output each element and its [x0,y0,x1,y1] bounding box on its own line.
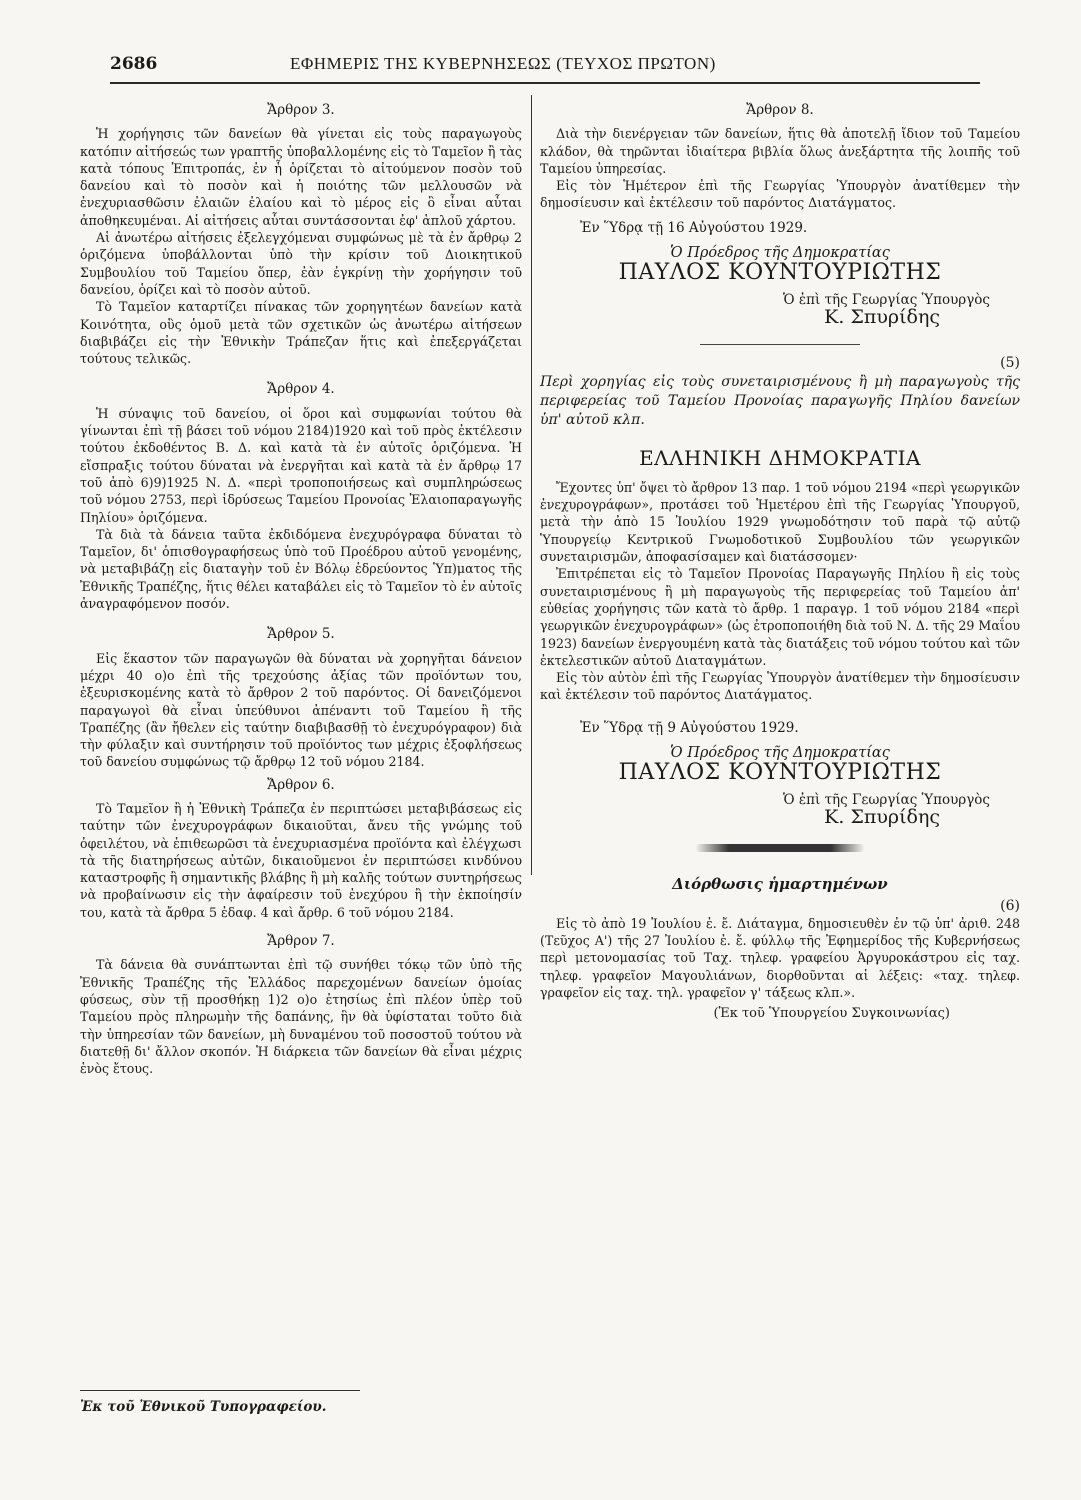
minister-title: Ὁ ἐπὶ τῆς Γεωργίας Ὑπουργὸς [782,791,990,808]
minister-title: Ὁ ἐπὶ τῆς Γεωργίας Ὑπουργὸς [782,291,990,308]
decree-subject: Περὶ χορηγίας εἰς τοὺς συνεταιρισμένους ἢ μὴ παραγωγοὺς τῆς περιφερείας τοῦ Ταμείου Προνοίας παραγωγῆς Πηλίου δανείων ὑπ' αὐτοῦ κλπ. [540,373,1020,428]
corrections-paragraph: Εἰς τὸ ἀπὸ 19 Ἰουλίου ἐ. ἔ. Διάταγμα, δημοσιευθὲν ἐν τῷ ὑπ' ἀριθ. 248 (Τεῦχος Α') τῆς 27 Ἰουλίου ἐ. ἔ. φύλλῳ τῆς Ἐφημερίδος τῆς Κυβερνήσεως περὶ μετονομασίας τοῦ Ταχ. τηλεφ. γραφείου Ἀργυροκάστρου εἰς ταχ. τηλεφ. γραφεῖον Μαγουλιάνων, διορθοῦνται αἱ λέξεις: «ταχ. τηλεφ. γραφεῖον εἰς ταχ. τηλ. γραφεῖον γ' τάξεως κλπ.». [540,915,1020,1000]
article-6-title: Ἄρθρον 6. [267,776,335,793]
article-3-title: Ἄρθρον 3. [267,102,335,118]
article-4-title: Ἄρθρον 4. [267,381,335,398]
article-8-title: Ἄρθρον 8. [746,102,814,118]
signature-place-date: Ἐν Ὕδρᾳ τῇ 16 Αὐγούστου 1929. [580,219,808,236]
corrections-source: (Ἐκ τοῦ Ὑπουργείου Συγκοινωνίας) [713,1006,950,1022]
page-number: 2686 [110,54,158,74]
corrections-title: Διόρθωσις ἡμαρτημένων [672,875,888,894]
decree-number: (5) [1000,355,1020,372]
ornament-divider [695,844,865,852]
article-7-title: Ἄρθρον 7. [267,933,335,950]
article-5-title: Ἄρθρον 5. [267,626,335,643]
article-8-paragraph: Εἰς τὸν Ἡμέτερον ἐπὶ τῆς Γεωργίας Ὑπουργὸν ἀνατίθεμεν τὴν δημοσίευσιν καὶ ἐκτέλεσιν τοῦ παρόντος Διατάγματος. [540,178,1020,211]
signature-place-date: Ἐν Ὕδρᾳ τῇ 9 Αὐγούστου 1929. [580,719,799,736]
president-name: ΠΑΥΛΟΣ ΚΟΥΝΤΟΥΡΙΩΤΗΣ [618,760,942,786]
minister-name: Κ. Σπυρίδης [824,305,940,328]
article-7-paragraph: Τὰ δάνεια θὰ συνάπτωνται ἐπὶ τῷ συνήθει τόκῳ τῶν ὑπὸ τῆς Ἐθνικῆς Τραπέζης τῆς Ἑλλάδος παρεχομένων δανείων ὁμοίας φύσεως, σὺν τῇ προσθήκῃ 1)2 ο)ο ἐτησίως ἐπὶ πλέον ὑπὲρ τοῦ Ταμείου πρὸς πληρωμὴν τῆς δαπάνης, ἣν θὰ ὑφίσταται τοῦτο διὰ τὴν ὑπηρεσίαν τῶν δανείων, μὴ δυναμένου τοῦ ποσοστοῦ τούτου νὰ διατεθῇ δι' ἄλλον σκοπόν. Ἡ διάρκεια τῶν δανείων θὰ εἶναι μέχρις ἑνὸς ἔτους. [80,957,522,1077]
article-4-paragraph: Ἡ σύναψις τοῦ δανείου, οἱ ὅροι καὶ συμφωνίαι τούτου θὰ γίνωνται ἐπὶ τῇ βάσει τοῦ νόμου 2184)1920 καὶ τοῦ πρὸς ἐκτέλεσιν τούτου ἐκδοθέντος Β. Δ. καὶ κατὰ τὰ ἐν αὐτοῖς ὁριζόμενα. Ἡ εἴσπραξις τούτου δύναται νὰ ἐνεργῆται καὶ κατὰ τὰ ἐν ἄρθρῳ 17 τοῦ ἀπὸ 6)9)1925 Ν. Δ. «περὶ τροποποιήσεως καὶ συμπληρώσεως τοῦ νόμου 2753, περὶ ἱδρύσεως Ταμείου Προνοίας Ἐλαιοπαραγωγῆς Πηλίου» ὁριζόμενα. [80,405,522,525]
president-name: ΠΑΥΛΟΣ ΚΟΥΝΤΟΥΡΙΩΤΗΣ [618,260,942,286]
right-column [540,96,1020,1023]
republic-heading: ΕΛΛΗΝΙΚΗ ΔΗΜΟΚΡΑΤΙΑ [639,445,921,470]
footer-rule [80,1390,360,1391]
column-divider [531,95,532,875]
minister-name: Κ. Σπυρίδης [824,805,940,828]
running-head: ΕΦΗΜΕΡΙΣ ΤΗΣ ΚΥΒΕΡΝΗΣΕΩΣ (ΤΕΥΧΟΣ ΠΡΩΤΟΝ) [290,54,716,73]
article-3-paragraph: Αἱ ἀνωτέρω αἰτήσεις ἐξελεγχόμεναι συμφώνως μὲ τὰ ἐν ἄρθρῳ 2 ὁριζόμενα ὑποβάλλονται ὑπὸ τὴν κρίσιν τοῦ Διοικητικοῦ Συμβουλίου τοῦ Ταμείου ὅπερ, ἐὰν ἐγκρίνῃ τὴν χορήγησιν τοῦ δανείου, ὁρίζει καὶ τὸ ποσὸν αὐτοῦ. [80,230,522,297]
article-8-paragraph: Διὰ τὴν διενέργειαν τῶν δανείων, ἥτις θὰ ἀποτελῇ ἴδιον τοῦ Ταμείου κλάδον, θὰ τηρῶνται ἰδιαίτερα βιβλία ὅλως ἀνεξάρτητα τῆς λοιπῆς τοῦ Ταμείου ὑπηρεσίας. [540,126,1020,176]
article-3-paragraph: Τὸ Ταμεῖον καταρτίζει πίνακας τῶν χορηγητέων δανείων κατὰ Κοινότητα, οὓς ὁμοῦ μετὰ τῶν σχετικῶν ὡς ἀνωτέρω αἰτήσεων διαβιβάζει εἰς τὴν Ἐθνικὴν Τράπεζαν ἥτις καὶ ἐπεξεργάζεται τούτους τελικῶς. [80,299,522,367]
corrections-number: (6) [1000,897,1020,914]
president-title: Ὁ Πρόεδρος τῆς Δημοκρατίας [670,745,890,762]
decree-paragraph: Ἔχοντες ὑπ' ὄψει τὸ ἄρθρον 13 παρ. 1 τοῦ νόμου 2194 «περὶ γεωργικῶν ἐνεχυρογράφων», προτάσει τοῦ Ἡμετέρου ἐπὶ τῆς Γεωργίας Ὑπουργοῦ, μετὰ τὴν ἀπὸ 15 Ἰουλίου 1929 γνωμοδότησιν τοῦ παρὰ τῷ αὐτῷ Ὑπουργείῳ Κεντρικοῦ Γνωμοδοτικοῦ Συμβουλίου τῶν γεωργικῶν συνεταιρισμῶν, ἀποφασίσαμεν καὶ διατάσσομεν· [540,479,1020,565]
decree-paragraph: Ἐπιτρέπεται εἰς τὸ Ταμεῖον Προνοίας Παραγωγῆς Πηλίου ἢ εἰς τοὺς συνεταιρισμένους ἢ μὴ παραγωγοὺς τῆς περιφερείας τοῦ Ταμείου ἀπ' εὐθείας χορήγησις τῶν κατὰ τὸ ἄρθρ. 1 παραγρ. 1 τοῦ νόμου 2184 «περὶ γεωργικῶν ἐνεχυρογράφων» (ὡς ἐτροποποιήθη διὰ τοῦ Ν. Δ. τῆς 29 Μαΐου 1923) δανείων ἐνεργουμένη κατὰ τὰς διατάξεις τοῦ νόμου τούτου καὶ τῶν ἐκτελεστικῶν αὐτοῦ Διαταγμάτων. [540,566,1020,668]
page-footer [80,1390,522,1415]
article-5-paragraph: Εἰς ἕκαστον τῶν παραγωγῶν θὰ δύναται νὰ χορηγῆται δάνειον μέχρι 40 ο)ο ἐπὶ τῆς τρεχούσης ἀξίας τῶν προϊόντων του, ἐξευρισκομένης κατὰ τὸ ἄρθρον 2 τοῦ παρόντος. Οἱ δανειζόμενοι παραγωγοὶ θὰ εἶναι ὑπεύθυνοι ἀπέναντι τοῦ Ταμείου ἢ τῆς Τραπέζης (ἂν ἤθελεν εἰς ταύτην διαβιβασθῇ τὸ ἐνεχυρόγραφον) διὰ τὴν φύλαξιν καὶ συντήρησιν τοῦ προϊόντος των μέχρις ἐξοφλήσεως τοῦ δανείου συμφώνως τῷ ἄρθρῳ 12 τοῦ νόμου 2184. [80,650,522,770]
printer-note: Ἐκ τοῦ Ἐθνικοῦ Τυπογραφείου. [80,1399,327,1415]
article-6-paragraph: Τὸ Ταμεῖον ἢ ἡ Ἐθνικὴ Τράπεζα ἐν περιπτώσει μεταβιβάσεως εἰς ταύτην τῶν ἐνεχυρογράφων δικαιοῦται, ἄνευ τῆς γνώμης τοῦ ὀφειλέτου, νὰ ἐπιθεωρῶσι τὰ ἐνεχυριασμένα προϊόντα καὶ ἐλέγχωσι τὰ τῆς διατηρήσεως αὐτῶν, δικαιοῦμενοι ἐν περιπτώσει κινδύνου καταστροφῆς ἢ σημαντικῆς βλάβης ἢ μὴ καλῆς τούτων συντηρήσεως νὰ προβαίνωσιν εἰς τὴν ἀφαίρεσιν τοῦ ἐνεχύρου ἢ τὴν ἐκποίησίν του, κατὰ τὰ ἄρθρα 5 ἐδαφ. 4 καὶ ἄρθρ. 6 τοῦ νόμου 2184. [80,800,522,920]
left-column [80,96,522,1077]
page-header [110,52,980,84]
article-4-paragraph: Τὰ διὰ τὰ δάνεια ταῦτα ἐκδιδόμενα ἐνεχυρόγραφα δύναται τὸ Ταμεῖον, δι' ὀπισθογραφήσεως ὑπὸ τοῦ Προέδρου αὐτοῦ γενομένης, νὰ μεταβιβάζῃ εἰς διαταγὴν τοῦ ἐν Βόλῳ ἑδρεύοντος Ὑπ)ματος τῆς Ἐθνικῆς Τραπέζης, ἥτις θέλει καταβάλει εἰς τὸ Ταμεῖον τὸ ἐν αὐτοῖς ἀναγραφόμενον ποσόν. [80,526,522,612]
president-title: Ὁ Πρόεδρος τῆς Δημοκρατίας [670,245,890,262]
section-separator [700,344,860,345]
article-3-paragraph: Ἡ χορήγησις τῶν δανείων θὰ γίνεται εἰς τοὺς παραγωγοὺς κατόπιν αἰτήσεώς των γραπτῆς ὑποβαλλομένης εἰς τὸ Ταμεῖον ἢ τὰς κατὰ τόπους Ἐπιτροπάς, ἐν ἧ ὁρίζεται τὸ αἰτούμενον ποσὸν τοῦ δανείου καὶ τὸ ποσὸν καὶ ἡ ποιότης τῶν μελλουσῶν νὰ ἐνεχυριασθῶσιν ἐλαιῶν ἐλαίου καὶ τὸ μέρος εἰς ὃ εἶναι αὗται ἀποθηκευμέναι. Αἱ αἰτήσεις αὗται συντάσσονται ἐφ' ἁπλοῦ χάρτου. [80,126,522,228]
decree-paragraph: Εἰς τὸν αὐτὸν ἐπὶ τῆς Γεωργίας Ὑπουργὸν ἀνατίθεμεν τὴν δημοσίευσιν καὶ ἐκτέλεσιν τοῦ παρόντος Διατάγματος. [540,670,1020,703]
